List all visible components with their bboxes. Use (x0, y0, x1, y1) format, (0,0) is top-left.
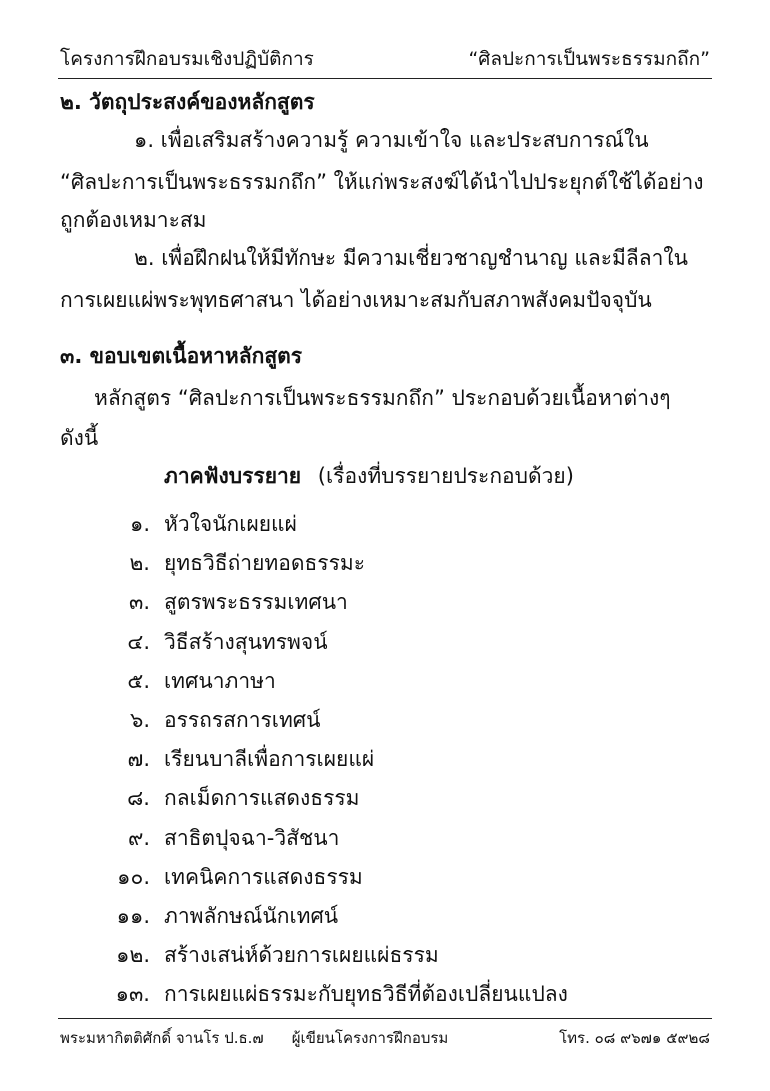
list-item-text: วิธีสร้างสุนทรพจน์ (164, 629, 328, 654)
list-item (100, 782, 660, 815)
list-item (100, 626, 660, 659)
list-item-number: ๒. (129, 551, 150, 576)
list-item (100, 743, 660, 776)
list-item-text: ยุทธวิธีถ่ายทอดธรรมะ (164, 551, 365, 576)
list-item-number: ๙. (127, 825, 150, 850)
footer-author: พระมหากิตติศักดิ์ จานโร ป.ธ.๗ (60, 1029, 264, 1047)
list-item-text: สูตรพระธรรมเทศนา (164, 590, 348, 615)
list-item (100, 939, 660, 972)
list-item (100, 900, 660, 933)
list-item-number: ๘. (127, 786, 150, 811)
list-item-number: ๑๑. (116, 904, 150, 928)
list-item (100, 704, 660, 737)
list-item-text: กลเม็ดการแสดงธรรม (164, 786, 360, 811)
list-item-number: ๖. (129, 708, 150, 732)
list-item-text: หัวใจนักเผยแผ่ (164, 512, 297, 536)
lecture-subheading (164, 466, 574, 487)
header-divider (58, 78, 712, 79)
list-item-text: สร้างเสน่ห์ด้วยการเผยแผ่ธรรม (164, 943, 439, 968)
list-item (100, 861, 660, 894)
section3-heading: ๓. ขอบเขตเนื้อหาหลักสูตร (60, 344, 303, 368)
list-item-number: ๕. (127, 668, 150, 693)
list-item (100, 547, 660, 580)
lecture-subheading-title: ภาคฟังบรรยาย (164, 464, 302, 488)
objective-1-line2: “ศิลปะการเป็นพระธรรมกถึก” ให้แก่พระสงฆ์ได้นำไปประยุกต์ใช้ได้อย่าง (60, 170, 704, 194)
list-item-text: สาธิตปุจฉา-วิสัชนา (164, 825, 340, 850)
list-item-number: ๔. (127, 629, 150, 654)
footer-phone: โทร. ๐๘ ๙๖๗๑ ๕๙๒๘ (559, 1029, 710, 1047)
objective-1-line3: ถูกต้องเหมาะสม (60, 208, 207, 232)
lecture-subheading-note: (เรื่องที่บรรยายประกอบด้วย) (317, 464, 574, 488)
list-item-number: ๓. (128, 590, 150, 615)
list-item-number: ๑๐. (117, 864, 150, 889)
header-project-title: โครงการฝึกอบรมเชิงปฏิบัติการ (60, 48, 314, 70)
scope-intro-line1: หลักสูตร “ศิลปะการเป็นพระธรรมกถึก” ประกอบด้วยเนื้อหาต่างๆ (94, 386, 671, 410)
list-item (100, 978, 660, 1011)
list-item-text: การเผยแผ่ธรรมะกับยุทธวิธีที่ต้องเปลี่ยนแปลง (164, 982, 568, 1007)
footer-role: ผู้เขียนโครงการฝึกอบรม (291, 1029, 449, 1047)
list-item-text: เรียนบาลีเพื่อการเผยแผ่ (164, 747, 375, 772)
page-footer (60, 1026, 710, 1050)
objective-2-line2: การเผยแผ่พระพุทธศาสนา ได้อย่างเหมาะสมกับสภาพสังคมปัจจุบัน (60, 288, 652, 312)
list-item-text: เทคนิคการแสดงธรรม (164, 864, 363, 889)
page-header (60, 44, 710, 74)
list-item (100, 586, 660, 619)
list-item-number: ๑. (129, 512, 150, 536)
header-course-title: “ศิลปะการเป็นพระธรรมกถึก” (468, 48, 710, 70)
list-item (100, 665, 660, 698)
list-item-number: ๗. (127, 747, 150, 772)
list-item (100, 508, 660, 541)
footer-divider (58, 1018, 712, 1019)
list-item (100, 822, 660, 855)
list-item-number: ๑๒. (116, 943, 150, 968)
scope-intro-line2: ดังนี้ (60, 426, 99, 450)
list-item-text: อรรถรสการเทศน์ (164, 708, 321, 732)
section2-heading: ๒. วัตถุประสงค์ของหลักสูตร (60, 90, 315, 114)
objective-2-line1: ๒. เพื่อฝึกฝนให้มีทักษะ มีความเชี่ยวชาญชำนาญ และมีลีลาใน (134, 246, 689, 270)
objective-1-line1: ๑. เพื่อเสริมสร้างความรู้ ความเข้าใจ และประสบการณ์ใน (134, 128, 649, 152)
list-item-number: ๑๓. (115, 982, 150, 1007)
list-item-text: ภาพลักษณ์นักเทศน์ (164, 904, 339, 928)
list-item-text: เทศนาภาษา (164, 668, 276, 693)
